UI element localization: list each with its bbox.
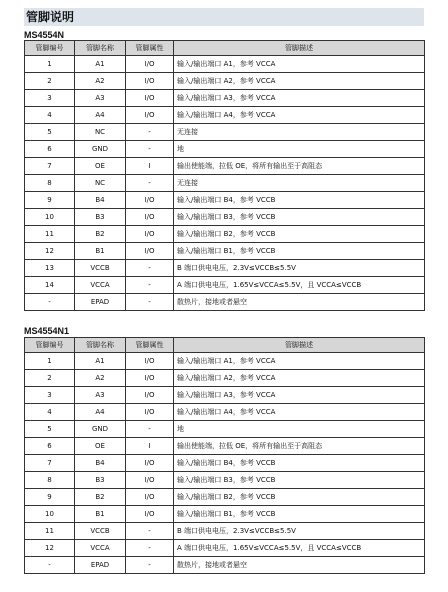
table-row <box>25 158 425 175</box>
pin-description-cell: 输入/输出端口 B1，参考 VCCB <box>174 243 425 260</box>
pin-attribute-cell: - <box>126 557 174 574</box>
pin-attribute-cell: I <box>126 438 174 455</box>
pin-name-cell: B2 <box>75 226 126 243</box>
table-row <box>25 353 425 370</box>
header-pin-attribute: 管脚属性 <box>126 338 174 353</box>
table-row <box>25 175 425 192</box>
pin-description-cell: 输入/输出端口 A3，参考 VCCA <box>174 387 425 404</box>
pin-name-cell: VCCA <box>75 540 126 557</box>
pin-number-cell: 6 <box>25 438 75 455</box>
pin-attribute-cell: - <box>126 124 174 141</box>
pin-attribute-cell: - <box>126 421 174 438</box>
pin-description-cell: 散热片，接地或者悬空 <box>174 294 425 311</box>
pin-number-cell: 11 <box>25 523 75 540</box>
pin-attribute-cell: I/O <box>126 209 174 226</box>
table-row <box>25 489 425 506</box>
pin-name-cell: A2 <box>75 73 126 90</box>
pin-description-cell: 输入/输出端口 A1，参考 VCCA <box>174 353 425 370</box>
pin-attribute-cell: - <box>126 540 174 557</box>
table-row <box>25 387 425 404</box>
section-title: 管脚说明 <box>26 10 75 24</box>
table-row <box>25 294 425 311</box>
pin-number-cell: 2 <box>25 370 75 387</box>
pin-description-cell: 散热片，接地或者悬空 <box>174 557 425 574</box>
pin-description-cell: 输入/输出端口 A2，参考 VCCA <box>174 370 425 387</box>
pin-description-cell: 输入/输出端口 B2，参考 VCCB <box>174 226 425 243</box>
table-row <box>25 124 425 141</box>
pin-number-cell: 8 <box>25 175 75 192</box>
table-row <box>25 56 425 73</box>
pin-attribute-cell: I/O <box>126 56 174 73</box>
pin-description-cell: 地 <box>174 421 425 438</box>
pin-number-cell: - <box>25 557 75 574</box>
pin-description-cell: 输入/输出端口 A2，参考 VCCA <box>174 73 425 90</box>
pin-name-cell: VCCA <box>75 277 126 294</box>
pin-description-cell: 输入/输出端口 A4，参考 VCCA <box>174 404 425 421</box>
pin-number-cell: 2 <box>25 73 75 90</box>
pin-description-cell: 输入/输出端口 A3，参考 VCCA <box>174 90 425 107</box>
pin-description-cell: A 端口供电电压，1.65V≤VCCA≤5.5V，且 VCCA≤VCCB <box>174 277 425 294</box>
pin-name-cell: A1 <box>75 353 126 370</box>
pin-description-cell: 地 <box>174 141 425 158</box>
pin-number-cell: 1 <box>25 56 75 73</box>
pin-attribute-cell: - <box>126 175 174 192</box>
pin-attribute-cell: - <box>126 294 174 311</box>
table-row <box>25 472 425 489</box>
pin-number-cell: 5 <box>25 421 75 438</box>
header-pin-attribute: 管脚属性 <box>126 41 174 56</box>
pin-description-cell: B 端口供电电压，2.3V≤VCCB≤5.5V <box>174 260 425 277</box>
header-pin-name: 管脚名称 <box>75 338 126 353</box>
pin-attribute-cell: I/O <box>126 90 174 107</box>
table-header-row <box>25 41 425 56</box>
section-header-bar <box>24 8 424 26</box>
pin-description-cell: 输入/输出端口 B3，参考 VCCB <box>174 209 425 226</box>
model-label-ms4554n: MS4554N <box>24 30 65 40</box>
pin-name-cell: A2 <box>75 370 126 387</box>
pin-name-cell: B3 <box>75 472 126 489</box>
pin-description-cell: 输出使能端，拉低 OE，将所有输出至于高阻态 <box>174 438 425 455</box>
pin-name-cell: B4 <box>75 192 126 209</box>
pin-description-cell: 输出使能端，拉低 OE，将所有输出至于高阻态 <box>174 158 425 175</box>
header-pin-description: 管脚描述 <box>174 41 425 56</box>
pin-attribute-cell: - <box>126 141 174 158</box>
pin-number-cell: 5 <box>25 124 75 141</box>
table-row <box>25 243 425 260</box>
pin-attribute-cell: I/O <box>126 73 174 90</box>
pin-name-cell: B2 <box>75 489 126 506</box>
pin-attribute-cell: I/O <box>126 506 174 523</box>
pin-attribute-cell: I/O <box>126 472 174 489</box>
pin-description-cell: 输入/输出端口 B4，参考 VCCB <box>174 192 425 209</box>
pin-number-cell: 4 <box>25 107 75 124</box>
table-row <box>25 557 425 574</box>
pin-description-cell: A 端口供电电压，1.65V≤VCCA≤5.5V，且 VCCA≤VCCB <box>174 540 425 557</box>
pin-name-cell: EPAD <box>75 294 126 311</box>
pin-name-cell: GND <box>75 421 126 438</box>
header-pin-description: 管脚描述 <box>174 338 425 353</box>
pin-name-cell: OE <box>75 438 126 455</box>
pin-attribute-cell: I/O <box>126 404 174 421</box>
table-row <box>25 141 425 158</box>
table-header-row <box>25 338 425 353</box>
table-row <box>25 455 425 472</box>
pin-number-cell: 14 <box>25 277 75 294</box>
pin-description-cell: 输入/输出端口 B1，参考 VCCB <box>174 506 425 523</box>
table-row <box>25 260 425 277</box>
pin-description-cell: 输入/输出端口 A4，参考 VCCA <box>174 107 425 124</box>
pin-name-cell: VCCB <box>75 260 126 277</box>
pin-attribute-cell: I/O <box>126 353 174 370</box>
pin-name-cell: A3 <box>75 90 126 107</box>
pin-number-cell: 13 <box>25 260 75 277</box>
pin-number-cell: 10 <box>25 506 75 523</box>
pin-description-cell: 无连接 <box>174 175 425 192</box>
pin-description-cell: 无连接 <box>174 124 425 141</box>
model-label-ms4554n1: MS4554N1 <box>24 326 70 336</box>
pin-description-cell: B 端口供电电压，2.3V≤VCCB≤5.5V <box>174 523 425 540</box>
table-row <box>25 277 425 294</box>
pin-name-cell: A1 <box>75 56 126 73</box>
pin-number-cell: 6 <box>25 141 75 158</box>
pin-number-cell: 7 <box>25 455 75 472</box>
pin-attribute-cell: I <box>126 158 174 175</box>
pin-attribute-cell: I/O <box>126 192 174 209</box>
pin-name-cell: GND <box>75 141 126 158</box>
table-row <box>25 107 425 124</box>
table-row <box>25 421 425 438</box>
pin-number-cell: 1 <box>25 353 75 370</box>
pin-table-ms4554n <box>24 40 425 311</box>
pin-number-cell: 12 <box>25 540 75 557</box>
pin-number-cell: - <box>25 294 75 311</box>
table-row <box>25 540 425 557</box>
pin-description-cell: 输入/输出端口 B2，参考 VCCB <box>174 489 425 506</box>
table-row <box>25 438 425 455</box>
pin-attribute-cell: I/O <box>126 226 174 243</box>
pin-description-cell: 输入/输出端口 A1，参考 VCCA <box>174 56 425 73</box>
header-pin-name: 管脚名称 <box>75 41 126 56</box>
table-row <box>25 226 425 243</box>
pin-name-cell: B4 <box>75 455 126 472</box>
pin-name-cell: OE <box>75 158 126 175</box>
pin-number-cell: 11 <box>25 226 75 243</box>
pin-attribute-cell: I/O <box>126 107 174 124</box>
pin-name-cell: NC <box>75 124 126 141</box>
table-row <box>25 209 425 226</box>
table-row <box>25 90 425 107</box>
pin-name-cell: A4 <box>75 404 126 421</box>
pin-name-cell: A4 <box>75 107 126 124</box>
pin-number-cell: 9 <box>25 192 75 209</box>
pin-attribute-cell: I/O <box>126 243 174 260</box>
pin-table-ms4554n1 <box>24 337 425 574</box>
pin-number-cell: 8 <box>25 472 75 489</box>
table-row <box>25 404 425 421</box>
table-row <box>25 73 425 90</box>
pin-name-cell: NC <box>75 175 126 192</box>
pin-number-cell: 4 <box>25 404 75 421</box>
table-row <box>25 192 425 209</box>
pin-attribute-cell: I/O <box>126 455 174 472</box>
pin-description-cell: 输入/输出端口 B3，参考 VCCB <box>174 472 425 489</box>
pin-number-cell: 7 <box>25 158 75 175</box>
pin-attribute-cell: I/O <box>126 489 174 506</box>
pin-number-cell: 3 <box>25 387 75 404</box>
header-pin-number: 管脚编号 <box>25 338 75 353</box>
pin-name-cell: VCCB <box>75 523 126 540</box>
pin-attribute-cell: - <box>126 260 174 277</box>
pin-name-cell: B3 <box>75 209 126 226</box>
pin-attribute-cell: - <box>126 523 174 540</box>
header-pin-number: 管脚编号 <box>25 41 75 56</box>
pin-attribute-cell: I/O <box>126 370 174 387</box>
pin-name-cell: B1 <box>75 243 126 260</box>
pin-number-cell: 3 <box>25 90 75 107</box>
pin-description-cell: 输入/输出端口 B4，参考 VCCB <box>174 455 425 472</box>
table-row <box>25 370 425 387</box>
table-row <box>25 506 425 523</box>
pin-name-cell: B1 <box>75 506 126 523</box>
pin-number-cell: 12 <box>25 243 75 260</box>
pin-attribute-cell: I/O <box>126 387 174 404</box>
pin-number-cell: 9 <box>25 489 75 506</box>
pin-attribute-cell: - <box>126 277 174 294</box>
pin-number-cell: 10 <box>25 209 75 226</box>
table-row <box>25 523 425 540</box>
pin-name-cell: A3 <box>75 387 126 404</box>
pin-name-cell: EPAD <box>75 557 126 574</box>
